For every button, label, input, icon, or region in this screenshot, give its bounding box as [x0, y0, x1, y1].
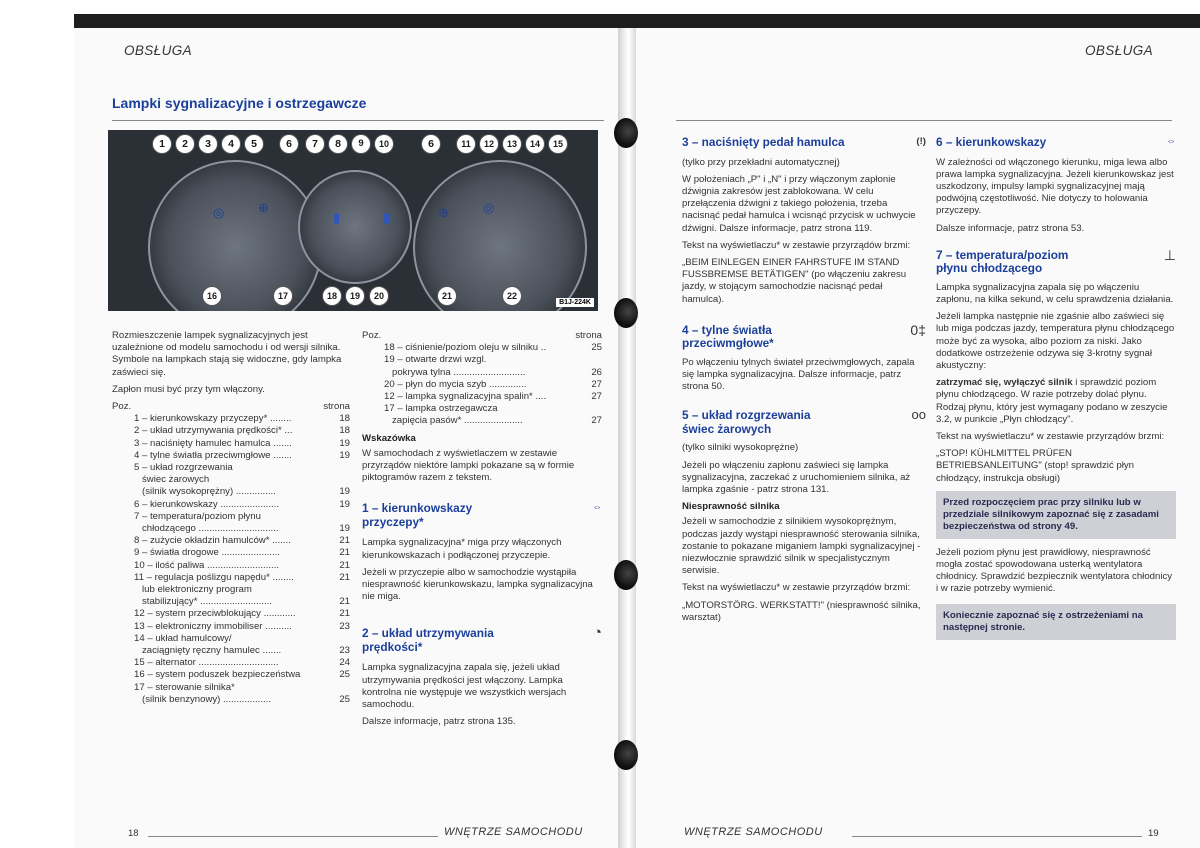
- list-item: [112, 669, 350, 681]
- list-item-text: 6 – kierunkowskazy ......................: [134, 498, 280, 510]
- warning-lamp-icon: ◎: [213, 205, 225, 220]
- section-paragraph: Lampka sygnalizacyjna* miga przy włączonych kierunkowskazach i podłączonej przyczepie.: [362, 537, 562, 561]
- list-item-text: pokrywa tylna ...........................: [392, 366, 526, 378]
- section-title: 4 – tylne światła przeciwmgłowe*: [682, 322, 774, 351]
- list-item-page: 27: [591, 391, 602, 403]
- top-margin: [0, 0, 1200, 14]
- list-item: [362, 415, 602, 427]
- warning-lamp-icon: ▮: [333, 210, 341, 225]
- callout-number: 7: [305, 134, 325, 154]
- section-paragraph: Jeżeli po włączeniu zapłonu zaświeci się lampka sygnalizacyjna, zaczekać z uruchomieniem silnika, aż lampka zgaśnie - patrz strona 131.: [682, 459, 911, 495]
- list-item-text: świec żarowych: [142, 474, 210, 486]
- list-item-text: 10 – ilość paliwa ...........................: [134, 559, 280, 571]
- running-footer-left: WNĘTRZE SAMOCHODU: [444, 826, 583, 838]
- list-item-page: 24: [339, 657, 350, 669]
- list-item: [112, 572, 350, 584]
- list-column-2: [362, 330, 602, 733]
- list-item: [112, 535, 350, 547]
- list-item: [112, 645, 350, 657]
- warning-box: Przed rozpoczęciem prac przy silniku lub w przedziale silnikowym zapoznać się z zasadami bezpieczeństwa od strony 49.: [936, 491, 1176, 539]
- binder-ring: [614, 740, 638, 770]
- callout-number: 18: [322, 286, 342, 306]
- list-item-page: 27: [591, 415, 602, 427]
- callout-number: 6: [279, 134, 299, 154]
- section-paragraph: Tekst na wyświetlaczu* w zestawie przyrządów brzmi:: [682, 239, 911, 251]
- section-paragraph: Lampka sygnalizacyjna zapala się, jeżeli układ utrzymywania prędkości jest włączony. Lampka kontrolna nie występuje we wszystkich wersjach samochodu.: [362, 662, 567, 711]
- list-item: [112, 462, 350, 474]
- list-item-text: (silnik wysokoprężny) ...............: [142, 486, 276, 498]
- list-item: [112, 694, 350, 706]
- list-item-text: 1 – kierunkowskazy przyczepy* ........: [134, 413, 292, 425]
- list-item: [112, 584, 350, 596]
- list-item-page: 19: [339, 449, 350, 461]
- list-item-page: 21: [339, 571, 350, 583]
- list-item: [362, 391, 602, 403]
- list-item-text: 7 – temperatura/poziom płynu: [134, 510, 261, 522]
- callout-number: 16: [202, 286, 222, 306]
- fog-light-icon: 0‡: [910, 321, 926, 338]
- list-item: [112, 486, 350, 498]
- list-item: [362, 367, 602, 379]
- list-item-text: lub elektroniczny program: [142, 584, 252, 596]
- list-item-text: (silnik benzynowy) ..................: [142, 693, 272, 705]
- list-item-page: 21: [339, 596, 350, 608]
- callout-number: 17: [273, 286, 293, 306]
- list-item-text: 11 – regulacja poślizgu napędu* ........: [134, 571, 294, 583]
- list-item-text: 19 – otwarte drzwi wzgl.: [384, 354, 487, 366]
- list-header: [112, 401, 350, 413]
- running-footer-right: WNĘTRZE SAMOCHODU: [684, 826, 823, 838]
- note-title: Wskazówka: [362, 432, 416, 444]
- page-number: 18: [128, 828, 139, 839]
- list-header: [362, 330, 602, 342]
- list-item-text: 4 – tylne światła przeciwmgłowe .......: [134, 449, 292, 461]
- callout-number: 10: [374, 134, 394, 154]
- section-paragraph: Tekst na wyświetlaczu* w zestawie przyrządów brzmi:: [682, 582, 911, 594]
- list-item-text: 3 – naciśnięty hamulec hamulca .......: [134, 437, 292, 449]
- list-item-text: chłodzącego ..............................: [142, 523, 279, 535]
- running-header-left: OBSŁUGA: [124, 43, 193, 58]
- scan-edge-band: [74, 14, 1200, 28]
- section-title: 7 – temperatura/poziom płynu chłodzącego: [936, 247, 1069, 276]
- list-item-text: 17 – lampka ostrzegawcza: [384, 403, 498, 415]
- section-paragraph: Jeżeli lampka następnie nie zgaśnie albo zaświeci się lub miga podczas jazdy, temperatura płynu chłodzącego może być za wysoka, albo poziom za niski. Jako dodatkowe ostrzeżenie odzywa się 3-krotny sygnał akustyczny:: [936, 311, 1175, 371]
- list-item-text: 15 – alternator ..............................: [134, 657, 279, 669]
- callout-number: 2: [175, 134, 195, 154]
- callout-number: 9: [351, 134, 371, 154]
- list-item: [112, 474, 350, 486]
- section-4-heading: [682, 321, 926, 351]
- list-item-page: 21: [339, 608, 350, 620]
- section-6-heading: [936, 136, 1176, 150]
- section-paragraph: Tekst na wyświetlaczu* w zestawie przyrządów brzmi:: [936, 430, 1165, 442]
- warning-lamp-icon: ⊕: [438, 205, 449, 220]
- lamp-index-list: [362, 342, 602, 427]
- callout-number: 6: [421, 134, 441, 154]
- section-title: 3 – naciśnięty pedał hamulca: [682, 135, 845, 149]
- list-item-page: 19: [339, 486, 350, 498]
- col-label: Poz.: [362, 330, 382, 341]
- callout-number: 3: [198, 134, 218, 154]
- list-item: [112, 511, 350, 523]
- list-item-page: 25: [339, 693, 350, 705]
- list-item-text: 18 – ciśnienie/poziom oleju w silniku ..: [384, 342, 547, 354]
- list-item: [112, 596, 350, 608]
- section-paragraph: W zależności od włączonego kierunku, miga lewa albo prawa lampka sygnalizacyjna. Jeżeli kierunkowskaz jest uszkodzony, impulsy lampki sygnalizacyjnej mają podwójną częstotliwość. Nie dotyczy to holowania przyczepy.: [936, 156, 1174, 217]
- intro-column: [112, 330, 350, 706]
- right-column-2: [936, 136, 1176, 640]
- list-item-text: stabilizujący* ...........................: [142, 596, 273, 608]
- turn-signal-icon: ⇔: [1166, 136, 1176, 147]
- binder-ring: [614, 560, 638, 590]
- warning-lamp-icon: ▮: [383, 210, 391, 225]
- list-item-text: 14 – układ hamulcowy/: [134, 632, 232, 644]
- section-paragraph: Dalsze informacje, patrz strona 53.: [936, 222, 1085, 234]
- section-paragraph: Jeżeli w samochodzie z silnikiem wysokoprężnym, podczas jazdy wystąpi niesprawność sterowania silnika, zostanie to pokazane miganiem lampki sygnalizacyjnej - niezwłocznie sprawdzić silnik w specjalistycznym serwisie.: [682, 516, 921, 577]
- binder-ring: [614, 118, 638, 148]
- list-item-text: 12 – lampka sygnalizacyjna spalin* ....: [384, 391, 547, 403]
- list-item-text: 17 – sterowanie silnika*: [134, 681, 235, 693]
- callout-number: 5: [244, 134, 264, 154]
- list-item: [112, 499, 350, 511]
- list-item-text: zaciągnięty ręczny hamulec .......: [142, 645, 282, 657]
- list-item-text: zapięcia pasów* ......................: [392, 415, 523, 427]
- warning-box: Koniecznie zapoznać się z ostrzeżeniami na następnej stronie.: [936, 604, 1176, 640]
- list-item-page: 23: [339, 645, 350, 657]
- list-item-text: 9 – światła drogowe ......................: [134, 547, 281, 559]
- section-5-heading: [682, 409, 926, 436]
- section-paragraph: Dalsze informacje, patrz strona 135.: [362, 716, 516, 728]
- list-item-text: 8 – zużycie okładzin hamulców* .......: [134, 535, 291, 547]
- page-number: 19: [1148, 828, 1159, 839]
- coolant-temperature-icon: ⊥: [1163, 246, 1176, 263]
- running-header-right: OBSŁUGA: [1085, 43, 1154, 58]
- list-item: [112, 413, 350, 425]
- speedometer-icon: ◔: [592, 624, 602, 642]
- section-paragraph: „BEIM EINLEGEN EINER FAHRSTUFE IM STAND FUSSBREMSE BETÄTIGEN" (po włączeniu zakresu jazdy, w stojącym samochodzie nacisnąć pedał hamulca).: [682, 256, 907, 305]
- list-item-page: 19: [339, 437, 350, 449]
- figure-tag: B1J-224K: [556, 298, 594, 307]
- warning-lamp-icon: ⊕: [258, 200, 269, 215]
- section-paragraph: Po włączeniu tylnych świateł przeciwmgłowych, zapala się lampka sygnalizacyjna. Dalsze informacje, patrz strona 50.: [682, 356, 915, 393]
- section-paragraph: (tylko silniki wysokoprężne): [682, 442, 799, 454]
- list-item-page: 21: [339, 547, 350, 559]
- section-1-heading: [362, 502, 602, 529]
- section-title: 6 – kierunkowskazy: [936, 135, 1047, 149]
- list-item: [112, 682, 350, 694]
- list-item: [112, 657, 350, 669]
- list-item-page: 19: [339, 523, 350, 535]
- section-paragraph: „STOP! KÜHLMITTEL PRÜFEN BETRIEBSANLEITUNG" (stop! sprawdzić płyn chłodzący, instrukcja obsługi): [936, 448, 1135, 484]
- list-item: [112, 523, 350, 535]
- section-title: 5 – układ rozgrzewania świec żarowych: [682, 408, 811, 436]
- callout-number: 11: [456, 134, 476, 154]
- section-2-heading: [362, 624, 602, 654]
- binder-ring: [614, 298, 638, 328]
- list-item-text: 2 – układ utrzymywania prędkości* ...: [134, 425, 293, 437]
- section-title: Lampki sygnalizacyjne i ostrzegawcze: [112, 95, 367, 111]
- warning-lamp-icon: ◎: [483, 200, 495, 215]
- col-label: strona: [323, 401, 350, 413]
- list-item: [112, 547, 350, 559]
- list-item: [362, 342, 602, 354]
- instrument-cluster-figure: [108, 130, 598, 311]
- list-item-text: 20 – płyn do mycia szyb ..............: [384, 378, 527, 390]
- list-item: [112, 608, 350, 620]
- list-item: [112, 425, 350, 437]
- list-item-page: 27: [591, 378, 602, 390]
- list-item: [112, 438, 350, 450]
- callout-number: 4: [221, 134, 241, 154]
- paragraph-text: i sprawdzić poziom płynu chłodzącego. W razie potrzeby dolać płynu. Rodzaj płynu, który jest wymagany podano w zeszycie 3.2, w punkcie „Płyn chłodzący".: [936, 377, 1168, 425]
- callout-number: 13: [502, 134, 522, 154]
- list-item: [112, 560, 350, 572]
- list-item: [112, 633, 350, 645]
- list-item-page: 18: [339, 425, 350, 437]
- section-paragraph: Jeżeli w przyczepie albo w samochodzie wystąpiła niesprawność kierunkowskazu, lampka sygnalizacyjna nie miga.: [362, 566, 593, 603]
- callout-number: 1: [152, 134, 172, 154]
- subheading: Niesprawność silnika: [682, 501, 780, 513]
- list-item-page: 25: [339, 669, 350, 681]
- list-item-text: 12 – system przeciwblokujący ............: [134, 608, 296, 620]
- speedometer-gauge: [148, 160, 322, 311]
- section-3-heading: [682, 136, 926, 150]
- list-item-page: 21: [339, 535, 350, 547]
- callout-number: 20: [369, 286, 389, 306]
- section-paragraph: Lampka sygnalizacyjna zapala się po włączeniu zapłonu, na kilka sekund, w celu sprawdzenia działania.: [936, 281, 1174, 305]
- callout-number: 21: [437, 286, 457, 306]
- callout-number: 15: [548, 134, 568, 154]
- list-item-page: 26: [591, 366, 602, 378]
- col-label: Poz.: [112, 401, 132, 413]
- binding-gutter: [618, 28, 636, 848]
- section-7-heading: [936, 246, 1176, 276]
- note-text: W samochodach z wyświetlaczem w zestawie przyrządów niektóre lampki pokazane są w formie piktogramów razem z tekstem.: [362, 447, 575, 484]
- intro-paragraph: Rozmieszczenie lampek sygnalizacyjnych jest uzależnione od modelu samochodu i od wersji silnika. Symbole na lampkach stają się widoczne, gdy lampka zaświeci się.: [112, 330, 342, 378]
- footer-rule: [148, 836, 438, 837]
- list-item: [362, 379, 602, 391]
- list-item-page: 19: [339, 498, 350, 510]
- header-rule: [112, 120, 604, 121]
- list-item-text: 16 – system poduszek bezpieczeństwa: [134, 669, 301, 681]
- callout-number: 19: [345, 286, 365, 306]
- list-item-text: 13 – elektroniczny immobiliser ..........: [134, 620, 292, 632]
- center-gauge: [298, 170, 412, 284]
- list-item-page: 21: [339, 559, 350, 571]
- list-item: [112, 450, 350, 462]
- section-paragraph: (tylko przy przekładni automatycznej): [682, 156, 840, 168]
- turn-signal-icon: ⇔: [592, 502, 602, 514]
- section-title: 2 – układ utrzymywania prędkości*: [362, 626, 494, 654]
- callout-number: 12: [479, 134, 499, 154]
- section-paragraph: „MOTORSTÖRG. WERKSTATT!" (niesprawność silnika, warsztat): [682, 599, 921, 623]
- list-item: [112, 621, 350, 633]
- header-rule: [676, 120, 1172, 121]
- list-item-page: 23: [339, 620, 350, 632]
- footer-rule: [852, 836, 1142, 837]
- emphasis-text: zatrzymać się, wyłączyć silnik: [936, 377, 1073, 389]
- list-item: [362, 354, 602, 366]
- section-title: 1 – kierunkowskazy przyczepy*: [362, 501, 473, 529]
- brake-icon: (!): [916, 136, 926, 147]
- list-item-text: 5 – układ rozgrzewania: [134, 462, 233, 474]
- col-label: strona: [575, 330, 602, 341]
- section-paragraph: W położeniach „P" i „N" i przy włączonym zapłonie dźwignia zakresów jest zablokowana. W celu przełączenia dźwigni z takiego położenia, trzeba nacisnąć pedał hamulca i wcisnąć przycisk w uchwycie dźwigni. Dalsze informacje, patrz strona 119.: [682, 173, 916, 234]
- section-paragraph: Jeżeli poziom płynu jest prawidłowy, niesprawność mogła zostać spowodowana usterką wentylatora chłodnicy. Sprawdzić bezpiecznik wentylatora chłodnicy i w razie potrzeby wymienić.: [936, 546, 1173, 595]
- intro-paragraph: Zapłon musi być przy tym włączony.: [112, 383, 265, 395]
- glow-plug-icon: oo: [911, 407, 926, 423]
- callout-number: 8: [328, 134, 348, 154]
- lamp-index-list: [112, 413, 350, 706]
- list-item-page: 18: [339, 413, 350, 425]
- list-item: [362, 403, 602, 415]
- right-column-1: [682, 136, 926, 629]
- callout-number: 22: [502, 286, 522, 306]
- section-paragraph: [936, 377, 1176, 426]
- list-item-page: 25: [591, 342, 602, 354]
- callout-number: 14: [525, 134, 545, 154]
